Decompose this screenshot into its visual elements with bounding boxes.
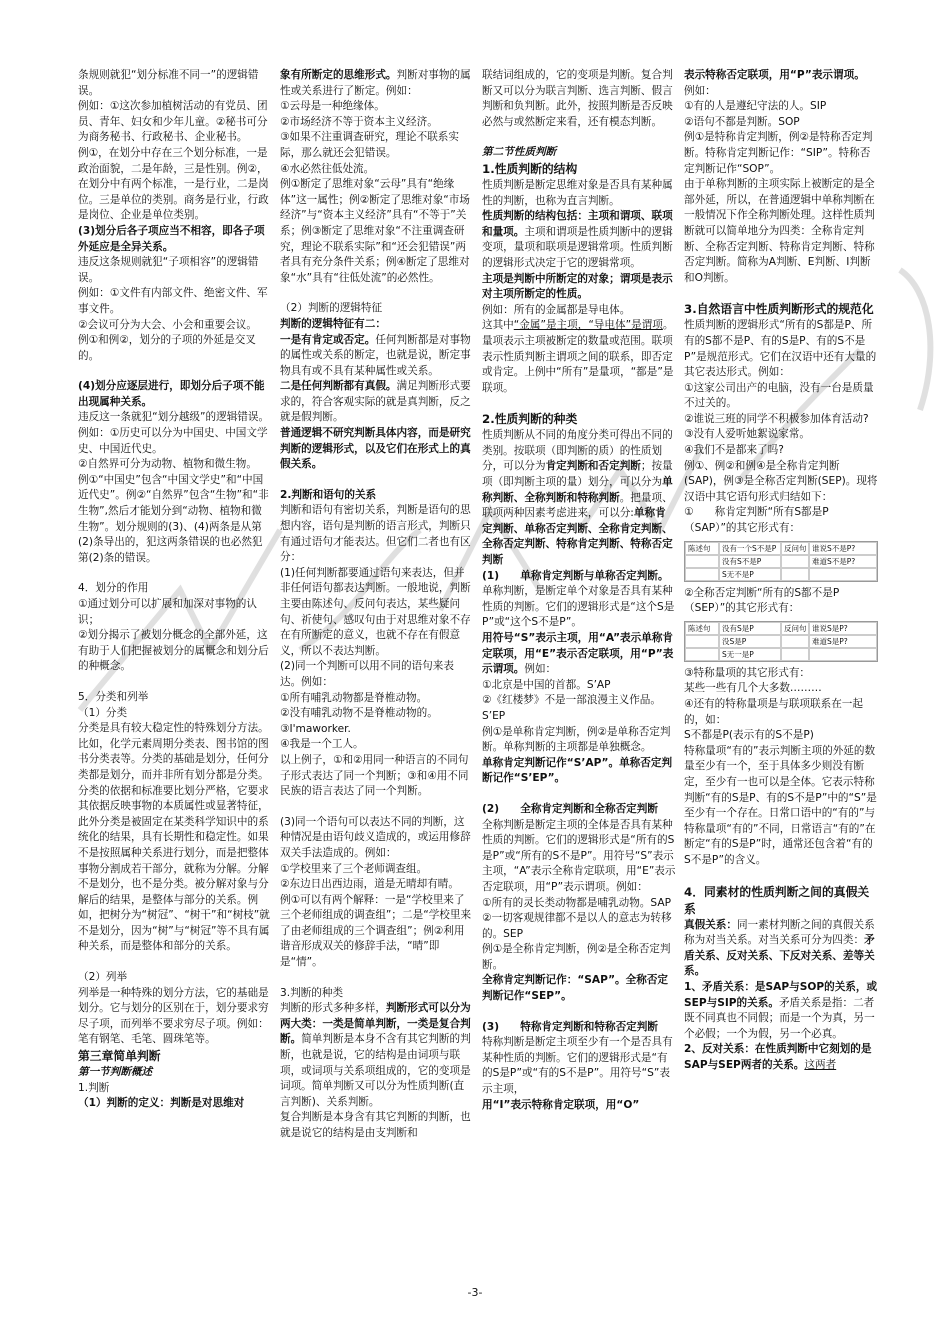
paragraph: 单称判断，是断定单个对象是否具有某种性质的判断。它们的逻辑形式是“这个S是P”或“这个S不是P”。 [482,585,675,629]
table-cell: 反问句 [781,622,809,635]
table-cell: 难道S不是P? [809,555,877,568]
paragraph: ①云母是一种绝缘体。 [280,100,385,113]
section-heading: 2.性质判断的种类 [482,412,578,427]
text: 。把量项、联项两种因素考虑进来，可以分: [482,491,673,520]
page-number: -3- [467,1286,483,1299]
column-3 [482,68,676,1283]
paragraph: 例如： [684,84,716,97]
paragraph: 违反这条规则就犯“子项相容”的逻辑错误。 [78,256,259,284]
table-cell: 陈述句 [685,622,719,635]
paragraph: ②谁说三班的同学不积极参加体育活动? [684,412,869,425]
paragraph: 特称量项“有的”表示判断主项的外延的数量至少有一个，至于具体多少则没有断定，至少有一也可以是全体。它表示特称判断“有的S是P、有的S不是P”中的“S”是至少有一个存在。日常口语中的“有的”与特称量项“有的”不同，日常语言“有的”在断定“有的S是P”时，通常还包含着“有的S不是P”的含义。 [684,744,877,866]
text: 例如： [524,663,557,676]
paragraph: ①学校里来了三个老师调查组。 [280,862,428,875]
paragraph: ④我们不是都来了吗? [684,444,784,457]
paragraph: ③没有人爱听她絮说家常。 [684,428,811,441]
paragraph: ①这家公司出产的电脑，没有一台是质量不过关的。 [684,381,874,410]
paragraph: （1）判断的定义：判断是对思维对 [78,1097,245,1110]
table-cell [781,648,809,661]
table-cell: S无不是P [719,568,781,581]
bold-text: 判断形式可以分为两大类：一类是简单判断，一类是复合判断。 [280,1002,471,1046]
paragraph: ③I'maworker. [280,722,351,735]
paragraph: 条规则就犯“划分标准不同一”的逻辑错误。 [78,69,259,97]
text: 满足判断形式要求的，符合客观实际的就是真判断，反之就是假判断。 [280,380,471,424]
subheading: (3) 特称肯定判断和特称否定判断 [482,1020,658,1033]
table-cell: 谁说S不是P? [809,542,877,555]
text: 这其中 [482,319,514,332]
section-heading: 4．同素材的性质判断之间的真假关系 [684,884,870,916]
chapter-title: 第三章简单判断 [78,1049,161,1064]
paragraph: 由于单称判断的主项实际上被断定的是全部外延，所以，在普通逻辑中单称判断在一般情况下作全称判断处理。这样性质判断就可以简单地分为四类：全称肯定判断、全称否定判断、特称肯定判断、特称否定判断。简称为A判断、E判断、I判断和O判断。 [684,178,875,284]
subheading: (2) 全称肯定判断和全称否定判断 [482,802,658,815]
bold-text: 一是有肯定或否定。 [280,333,376,346]
table-cell: 谁说S是P? [809,622,877,635]
paragraph: 例①，在划分中存在三个划分标准，一是政治面貌，二是年龄，三是性别。例②，在划分中有两个标准，一是行业，二是岗位。三是单位的类别。商务是行业，行政是岗位、企业是单位类别。 [78,146,269,222]
paragraph: 例如：①文件有内部文件、绝密文件、军事文件。 [78,287,268,315]
paragraph: ②自然界可分为动物、植物和微生物。 [78,458,257,471]
section-title: 第二节性质判断 [482,146,557,159]
table-cell [781,555,809,568]
paragraph: ①北京是中国的首都。S’AP [482,678,611,691]
bold-text: 矛盾关系、反对关系、下反对关系、差等关系。 [684,934,875,978]
table-cell [685,555,719,568]
paragraph: 例①和例②，划分的子项的外延是交叉的。 [78,334,256,362]
bold-text: 全称肯定判断记作：“SAP”。全称否定判断记作“SEP”。 [482,974,669,1003]
subheading: （2）判断的逻辑特征 [280,302,383,315]
paragraph: 例如：所有的金属都是导电体。 [482,303,631,316]
bold-text: 主项是判断中所断定的对象；谓项是表示对主项所断定的性质。 [482,272,673,301]
paragraph: ③如果不注重调查研究，理论不联系实际，那么就还会犯错误。 [280,131,459,159]
paragraph: 例①是单称肯定判断，例②是单称否定判断。单称判断的主项都是单独概念。 [482,725,671,754]
bold-text: 1、矛盾关系：是SAP与SOP的关系，或SEP与SIP的关系。 [684,980,878,1009]
bold-text: 判断的逻辑特征有二： [280,317,386,330]
paragraph: ①通过划分可以扩展和加深对事物的认识； [78,598,257,626]
bold-text: 二是任何判断都有真假。 [280,380,397,393]
text: 简单判断是本身不含有其它判断的判断，也就是说，它的结构是由词项与联项，或词项与关系项组成的，它的变项是词项。简单判断又可以分为性质判断(直言判断)、关系判断。 [280,1033,471,1108]
paragraph: 例①、例②和例④是全称肯定判断(SAP)，例③是全称否定判断(SEP)。现将汉语中其它语句形式归结如下： [684,459,878,503]
text: 判断的形式多种多样， [280,1002,386,1015]
table-cell [809,568,877,581]
paragraph: 例①是特称肯定判断，例②是特称否定判断。特称肯定判断记作：“SIP”。特称否定判断记作“SOP”。 [684,131,873,175]
section-heading: 3.自然语言中性质判断形式的规范化 [684,302,874,317]
paragraph: 性质判断的逻辑形式“所有的S都是P、所有的S都不是P、有的S是P、有的S不是P”是规范形式。它们在汉语中还有大量的其它表达形式。例如： [684,319,877,379]
paragraph: ④水必然往低处流。 [280,162,375,175]
text: 矛盾关系是指：二者既不同真也不同假；而是一个为真，另一个必假；一个为假，另一个必真。 [684,996,875,1040]
bold-text: 真假关系： [684,918,737,931]
paragraph: 列举是一种特殊的划分方法，它的基础是划分。它与划分的区别在于，划分要求穷尽子项，而列举不要求穷尽子项。例如：笔有钢笔、毛笔、圆珠笔等。 [78,986,269,1046]
text: 同一素材判断之间的真假关系称为对当关系。对当关系可分为四类： [684,918,875,947]
form-table-sep [684,621,878,662]
paragraph: ②没有哺乳动物不是脊椎动物的。 [280,707,438,720]
text: 。量项表示主项被断定的数量或范围。联项表示性质判断主谓项之间的联系，即否定或肯定。上例中“所有”是量项，“都是”是联项。 [482,319,674,394]
table-cell [781,568,809,581]
paragraph: 判断和语句有密切关系，判断是语句的思想内容，语句是判断的语言形式，判断只有通过语句才能表达。但它们二者也有区分： [280,504,471,564]
bold-text: 性质判断的结构包括：主项和谓项、联项和量项。 [482,210,673,238]
page-content [78,68,878,1283]
paragraph: 例①“中国史”包含“中国文学史”和“中国近代史”。例②“自然界”包含“生物”和“非生物”,然后才能划分到“动物、植物和微生物”。划分规则的(3)、(4)两条是从第(2)条导出的，犯这两条错误的也必然犯第(2)条的错误。 [78,473,269,564]
paragraph: 性质判断是断定思维对象是否具有某种属性的判断，也称为直言判断。 [482,178,673,207]
paragraph: ①所有的灵长类动物都是哺乳动物。SAP [482,896,671,909]
paragraph: ②市场经济不等于资本主义经济。 [280,115,438,128]
bold-text: 象有所断定的思维形式。 [280,69,397,81]
table-cell [809,648,877,661]
section-title: 第一节判断概述 [78,1066,153,1079]
paragraph: 例①断定了思维对象“云母”具有“绝缘体”这一属性；例②断定了思维对象“市场经济”与“资本主义经济”具有“不等于”关系；例③断定了思维对象“不注重调查研究，理论不联系实际”和“还会犯错误”两者具有充分条件关系；例④断定了思维对象“水”具有“往低处流”的必然性。 [280,178,470,284]
text: ；按量项（即判断主项的量）划分，可以分为 [482,460,673,489]
paragraph: ①所有哺乳动物都是脊椎动物。 [280,691,428,704]
table-cell [685,635,719,648]
paragraph: ②会议可分为大会、小会和重要会议。 [78,318,257,331]
bold-text: 2、反对关系：在性质判断中它刻划的是SAP与SEP两者的关系。 [684,1043,872,1071]
paragraph: ②语句不都是判断。SOP [684,115,800,128]
paragraph: 全称判断是断定主项的全体是否具有某种性质的判断。它们的逻辑形式是“所有的S是P”或“所有的S不是P”。用符号“S”表示主项，“A”表示全称肯定联项，用“E”表示否定联项，用“P”表示谓项。例如： [482,818,676,893]
bold-text: 肯定判断和否定判断 [545,460,641,473]
paragraph: ④还有的特称量项是与联项联系在一起的，如： [684,698,863,726]
subheading: 5．分类和列举 [78,690,149,703]
table-cell: 没S是P [719,635,781,648]
bold-text: 用“I”表示特称肯定联项，用“O” [482,1098,640,1111]
paragraph: 联结词组成的，它的变项是判断。复合判断又可以分为联言判断、选言判断、假言判断和负判断。此外，按照判断是否反映必然与或然断定来看，还有模态判断。 [482,69,673,128]
table-cell: 反问句 [781,542,809,555]
table-cell: 没有S是P [719,622,781,635]
form-table-sap [684,541,878,582]
subheading: 3.判断的种类 [280,986,344,999]
table-cell: 陈述句 [685,542,719,555]
bold-text: 单称肯定判断记作“S’AP”。单称否定判断记作“S’EP”。 [482,756,673,785]
table-cell [685,568,719,581]
paragraph: 复合判断是本身含有其它判断的判断，也就是说它的结构是由支判断和 [280,1111,471,1139]
paragraph: ④我是一个工人。 [280,738,364,751]
text: 判断对事物的属性或关系进行了断定。例如： [280,69,471,97]
paragraph: 例①可以有两个解释：一是“学校里来了三个老师组成的调查组”；二是“学校里来了由老师组成的三个调查组”；例②利用谐音形成双关的修辞手法，“晴”即是“情”。 [280,893,472,969]
text: 任何判断都是对事物的属性或关系的断定，也就是说，断定事物具有或不具有某种属性或关系。 [280,333,471,377]
section-heading: 2.判断和语句的关系 [280,488,377,501]
paragraph: 某些一些有几个大多数……… [684,682,822,695]
paragraph: S不都是P(表示有的S不是P) [684,729,814,742]
column-1 [78,68,272,1283]
paragraph: 例①是全称肯定判断，例②是全称否定判断。 [482,943,671,971]
paragraph: ①有的人是遵纪守法的人。SIP [684,100,827,113]
paragraph: ③特称量项的其它形式有： [684,666,811,679]
column-4 [684,68,878,1283]
table-cell: 没有一个S不是P [719,542,781,555]
bold-text: 用符号“S”表示主项，用“A”表示单称肯定联项，用“E”表示否定联项，用“P”表示谓项。 [482,632,674,676]
section-heading: 1.性质判断的结构 [482,161,578,176]
table-cell [781,635,809,648]
bold-text: 表示特称否定联项，用“P”表示谓项。 [684,69,865,81]
underlined-text: “金属”是主项，“导电体”是谓项 [513,319,663,332]
paragraph: ②全称否定判断“所有的S都不是P（SEP）”的其它形式有： [684,586,840,615]
paragraph: 分类是具有较大稳定性的特殊划分方法。比如，化学元素周期分类表、图书馆的图书分类表等。分类的基础是划分，任何分类都是划分，而并非所有划分都是分类。分类的依据和标准要比划分严格，它要求其依据反映事物的本质属性或显著特征，此外分类是被固定在某类科学知识中的系统化的结果，具有长期性和稳定性。如果不是按照属种关系进行划分，而是把整体事物分割成若干部分，就称为分解。分解不是划分，也不是分类。被分解对象与分解后的结果，是整体与部分的关系。例如，把树分为“树冠”、“树干”和“树枝”就不是划分，因为“树”与“树冠”等不具有属种关系，而是整体和部分的关系。 [78,722,270,953]
subheading: （1）分类 [78,706,128,719]
paragraph: (1)任何判断都要通过语句来表达，但并非任何语句都表达判断。一般地说，判断主要由陈述句、反问句表达，某些疑问句、祈使句、感叹句由于对思维对象不存在有所断定的意义，也就不存在有假意义，所以不表达判断。 [280,566,471,657]
paragraph: 例如：①这次参加植树活动的有党员、团员、青年、妇女和少年儿童。②秘书可分为商务秘书、行政秘书、企业秘书。 [78,100,268,144]
paragraph: ②《红楼梦》不是一部浪漫主义作品。S’EP [482,694,661,722]
subheading: 4．划分的作用 [78,582,149,595]
subheading: (1) 单称肯定判断与单称否定判断。 [482,569,669,582]
column-2 [280,68,474,1283]
paragraph: ① 称肯定判断“所有S都是P（SAP）”的其它形式有： [684,506,829,535]
paragraph: 1.判断 [78,1081,110,1094]
paragraph: ②一切客观规律都不是以人的意志为转移的。SEP [482,912,672,940]
paragraph: 违反这一条就犯“划分越级”的逻辑错误。 [78,411,270,424]
table-cell: 没有S不是P [719,555,781,568]
bold-text: 单称肯定判断、单称否定判断、全称肯定判断、全称否定判断、特称肯定判断、特称否定判断 [482,507,673,567]
paragraph: 以上例子，①和②用同一种语言的不同句子形式表达了同一个判断；③和④用不同民族的语言表达了同一个判断。 [280,753,469,798]
subheading: （2）列举 [78,971,128,984]
text: 主项和谓项是性质判断中的逻辑变项，量项和联项是逻辑常项。性质判断的逻辑形式决定于它的逻辑常项。 [482,225,673,269]
table-cell [685,648,719,661]
rule-heading: (3)划分后各子项应当不相容，即各子项外延应是全异关系。 [78,224,265,253]
paragraph: ②划分揭示了被划分概念的全部外延，这有助于人们把握被划分的属概念和划分后的种概念。 [78,629,269,673]
table-cell: 难道S是P? [809,635,877,648]
bold-text: 普通逻辑不研究判断具体内容，而是研究判断的逻辑形式，以及它们在形式上的真假关系。 [280,427,471,471]
paragraph: (3)同一个语句可以表达不同的判断，这种情况是由语句歧义造成的，或运用修辞双关手法造成的。例如： [280,815,471,859]
table-cell: S无一是P [719,648,781,661]
text: 性质判断从不同的角度分类可得出不同的类别。按联项（即判断的质）的性质划分，可以分为 [482,429,673,473]
paragraph: ②东边日出西边雨，道是无晴却有晴。 [280,878,459,891]
bold-text: 单称判断、全称判断和特称判断 [482,476,673,504]
paragraph: 特称判断是断定主项至少有一个是否具有某种性质的判断。它们的逻辑形式是“有的S是P”或“有的S不是P”。用符号“S”表示主项， [482,1036,673,1096]
underlined-text: 这两者 [804,1058,837,1071]
paragraph: 例如：①历史可以分为中国史、中国文学史、中国近代史。 [78,427,268,455]
rule-heading: (4)划分应逐层进行，即划分后子项不能出现属种关系。 [78,380,265,408]
paragraph: (2)同一个判断可以用不同的语句来表达。例如： [280,660,454,688]
